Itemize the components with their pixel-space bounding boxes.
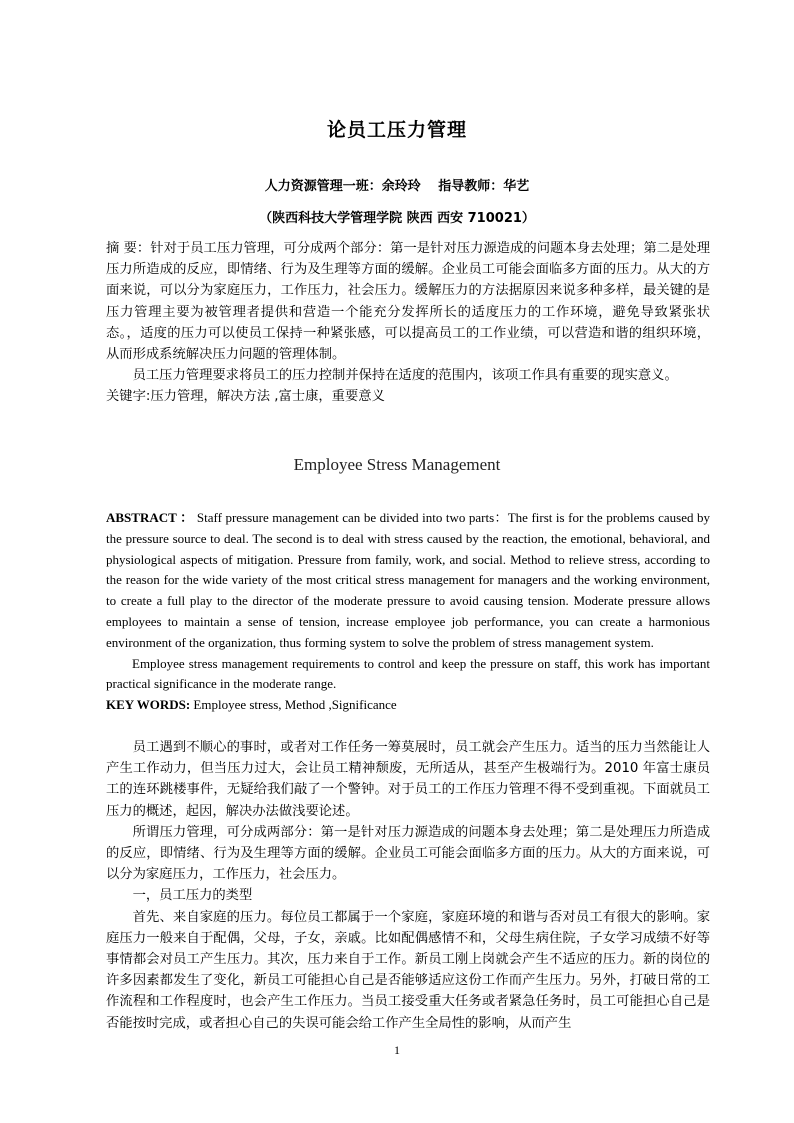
author-line: 人力资源管理一班：余玲玲 指导教师：华艺 [264, 179, 530, 194]
chinese-keywords: 关键字:压力管理，解决方法 ,富士康，重要意义 [106, 389, 385, 405]
chinese-abstract-label: 摘 要： [106, 241, 151, 256]
chinese-abstract [106, 238, 710, 408]
body-paragraph: 员工遇到不顺心的事时，或者对工作任务一筹莫展时，员工就会产生压力。适当的压力当然能让人产生工作动力，但当压力过大，会让员工精神颓废，无所适从，甚至产生极端行为。2010 年富士康员工的连环跳楼事件，无疑给我们敲了一个警钟。对于员工的工作压力管理不得不受到重视。下面就员工压力的概述，起因，解决办法做浅要论述。 [106, 740, 710, 819]
english-keywords-text: Employee stress, Method ,Significance [190, 697, 397, 713]
section-heading: 一，员工压力的类型 [132, 888, 253, 904]
english-abstract-paragraph-2: Employee stress management requirements to control and keep the pressure on staff, this work has important practical significance in the moderate range. [106, 655, 710, 692]
body-text [106, 737, 710, 1034]
english-abstract [106, 508, 710, 716]
english-keywords [106, 695, 710, 716]
english-title: Employee Stress Management [293, 455, 501, 474]
english-keywords-label: KEY WORDS: [106, 697, 191, 713]
affiliation-line: （陕西科技大学管理学院 陕西 西安 710021） [259, 211, 535, 226]
chinese-abstract-paragraph-2: 员工压力管理要求将员工的压力控制并保持在适度的范围内，该项工作具有重要的现实意义。 [132, 368, 678, 384]
body-paragraph: 首先、来自家庭的压力。每位员工都属于一个家庭，家庭环境的和谐与否对员工有很大的影响。家庭压力一般来自于配偶，父母，子女，亲戚。比如配偶感情不和，父母生病住院，子女学习成绩不好等事情都会对员工产生压力。其次，压力来自于工作。新员工刚上岗就会产生不适应的压力。新的岗位的许多因素都发生了变化，新员工可能担心自己是否能够适应这份工作而产生压力。另外，打破日常的工作流程和工作程度时，也会产生工作压力。当员工接受重大任务或者紧急任务时，员工可能担心自己是否能按时完成，或者担心自己的失误可能会给工作产生全局性的影响，从而产生 [106, 909, 710, 1031]
english-abstract-paragraph [106, 508, 710, 654]
page-number: 1 [394, 1043, 400, 1057]
body-paragraph: 所谓压力管理，可分成两部分：第一是针对压力源造成的问题本身去处理；第二是处理压力所造成的反应，即情绪、行为及生理等方面的缓解。企业员工可能会面临多方面的压力。从大的方面来说，可以分为家庭压力，工作压力，社会压力。 [106, 824, 710, 883]
chinese-title: 论员工压力管理 [326, 119, 467, 141]
english-abstract-label: ABSTRACT ： [106, 510, 194, 525]
english-abstract-text: Staff pressure management can be divided into two parts：The first is for the problems caused by the pressure source to deal. The second is to deal with stress caused by the reaction, the emotional, behavioral, and physiological aspects of mitigation. Pressure from family, work, and social. Method to relieve stress, according to the reason for the wide variety of the most critical stress management for managers and the working environment, to create a full play to the director of the moderate pressure to avoid causing tension. Moderate pressure allows employees to maintain a sense of tension, increase employee job performance, you can create a harmonious environment of the organization, thus forming system to solve the problem of stress management system. [106, 510, 711, 650]
chinese-abstract-text: 针对于员工压力管理，可分成两个部分：第一是针对压力源造成的问题本身去处理；第二是处理压力所造成的反应，即情绪、行为及生理等方面的缓解。企业员工可能会面临多方面的压力。从大的方面来说，可以分为家庭压力，工作压力，社会压力。缓解压力的方法据原因来说多种多样，最关键的是压力管理主要为被管理者提供和营造一个能充分发挥所长的适度压力的工作环境，避免导致紧张状态。，适度的压力可以使员工保持一种紧张感，可以提高员工的工作业绩，可以营造和谐的组织环境，从而形成系统解决压力问题的管理体制。 [106, 241, 710, 363]
chinese-abstract-paragraph [106, 238, 710, 365]
